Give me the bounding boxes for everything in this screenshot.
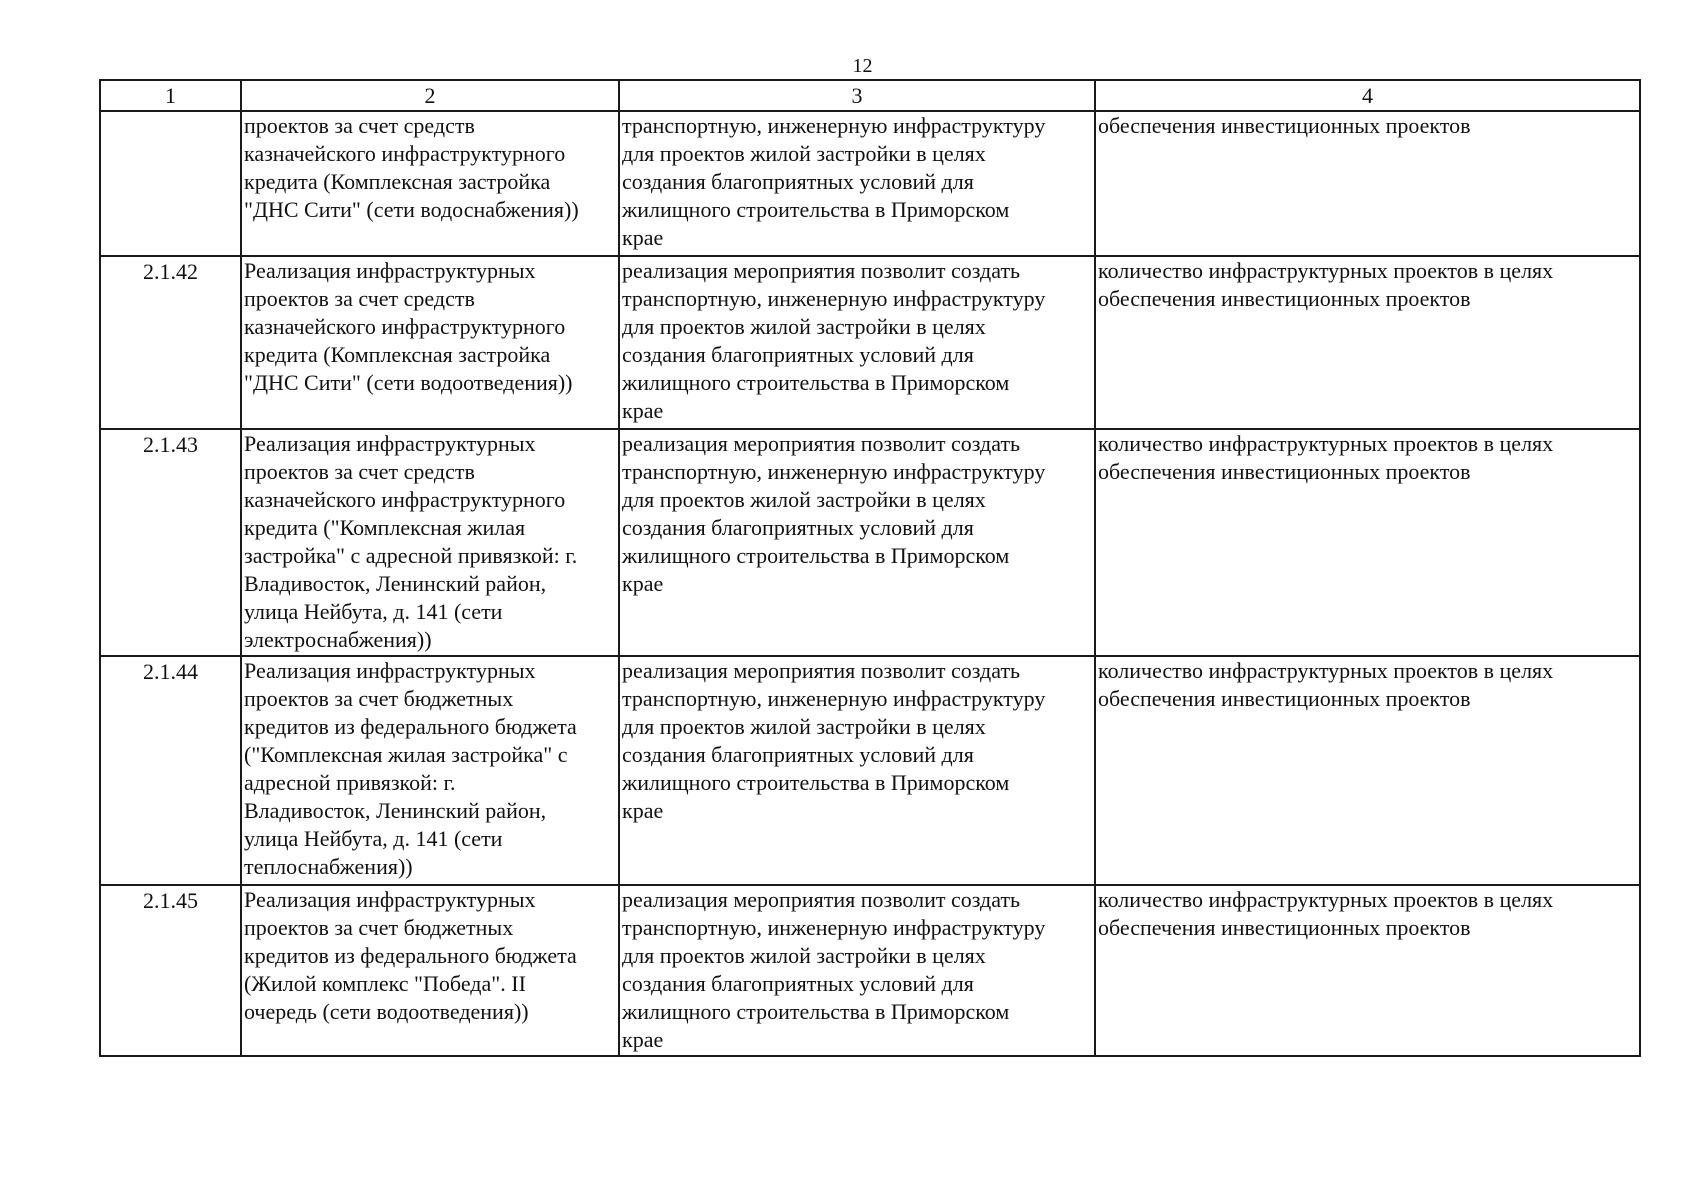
measure-result: реализация мероприятия позволит создать транспортную, инженерную инфраструктуру для проектов жилой застройки в целях создания благоприятных условий для жилищного строительства в Приморском крае xyxy=(619,885,1095,1056)
measure-indicator: количество инфраструктурных проектов в целях обеспечения инвестиционных проектов xyxy=(1095,429,1640,656)
measure-indicator: количество инфраструктурных проектов в целях обеспечения инвестиционных проектов xyxy=(1095,885,1640,1056)
measure-indicator: обеспечения инвестиционных проектов xyxy=(1095,111,1640,256)
measure-name: Реализация инфраструктурных проектов за счет средств казначейского инфраструктурного кредита (Комплексная застройка "ДНС Сити" (сети водоотведения)) xyxy=(241,256,619,429)
column-header-1: 1 xyxy=(100,80,241,111)
measure-result: транспортную, инженерную инфраструктуру для проектов жилой застройки в целях создания благоприятных условий для жилищного строительства в Приморском крае xyxy=(619,111,1095,256)
measure-name: Реализация инфраструктурных проектов за счет бюджетных кредитов из федерального бюджета (Жилой комплекс "Победа". II очередь (сети водоотведения)) xyxy=(241,885,619,1056)
row-number xyxy=(100,111,241,256)
table-row xyxy=(100,256,1640,429)
row-number: 2.1.43 xyxy=(100,429,241,656)
row-number: 2.1.42 xyxy=(100,256,241,429)
measure-name: Реализация инфраструктурных проектов за счет средств казначейского инфраструктурного кредита ("Комплексная жилая застройка" с адресной привязкой: г. Владивосток, Ленинский район, улица Нейбута, д. 141 (сети электроснабжения)) xyxy=(241,429,619,656)
header-row xyxy=(100,80,1640,111)
column-header-2: 2 xyxy=(241,80,619,111)
measure-indicator: количество инфраструктурных проектов в целях обеспечения инвестиционных проектов xyxy=(1095,256,1640,429)
column-header-4: 4 xyxy=(1095,80,1640,111)
table-row xyxy=(100,429,1640,656)
measures-table xyxy=(99,79,1641,1057)
measure-result: реализация мероприятия позволит создать транспортную, инженерную инфраструктуру для проектов жилой застройки в целях создания благоприятных условий для жилищного строительства в Приморском крае xyxy=(619,256,1095,429)
table-row xyxy=(100,656,1640,885)
table-row xyxy=(100,885,1640,1056)
row-number: 2.1.45 xyxy=(100,885,241,1056)
measure-result: реализация мероприятия позволит создать транспортную, инженерную инфраструктуру для проектов жилой застройки в целях создания благоприятных условий для жилищного строительства в Приморском крае xyxy=(619,656,1095,885)
measure-result: реализация мероприятия позволит создать транспортную, инженерную инфраструктуру для проектов жилой застройки в целях создания благоприятных условий для жилищного строительства в Приморском крае xyxy=(619,429,1095,656)
table-row xyxy=(100,111,1640,256)
row-number: 2.1.44 xyxy=(100,656,241,885)
measure-name: проектов за счет средств казначейского инфраструктурного кредита (Комплексная застройка "ДНС Сити" (сети водоснабжения)) xyxy=(241,111,619,256)
column-header-3: 3 xyxy=(619,80,1095,111)
measure-indicator: количество инфраструктурных проектов в целях обеспечения инвестиционных проектов xyxy=(1095,656,1640,885)
measure-name: Реализация инфраструктурных проектов за счет бюджетных кредитов из федерального бюджета ("Комплексная жилая застройка" с адресной привязкой: г. Владивосток, Ленинский район, улица Нейбута, д. 141 (сети теплоснабжения)) xyxy=(241,656,619,885)
page-number: 12 xyxy=(852,55,873,77)
